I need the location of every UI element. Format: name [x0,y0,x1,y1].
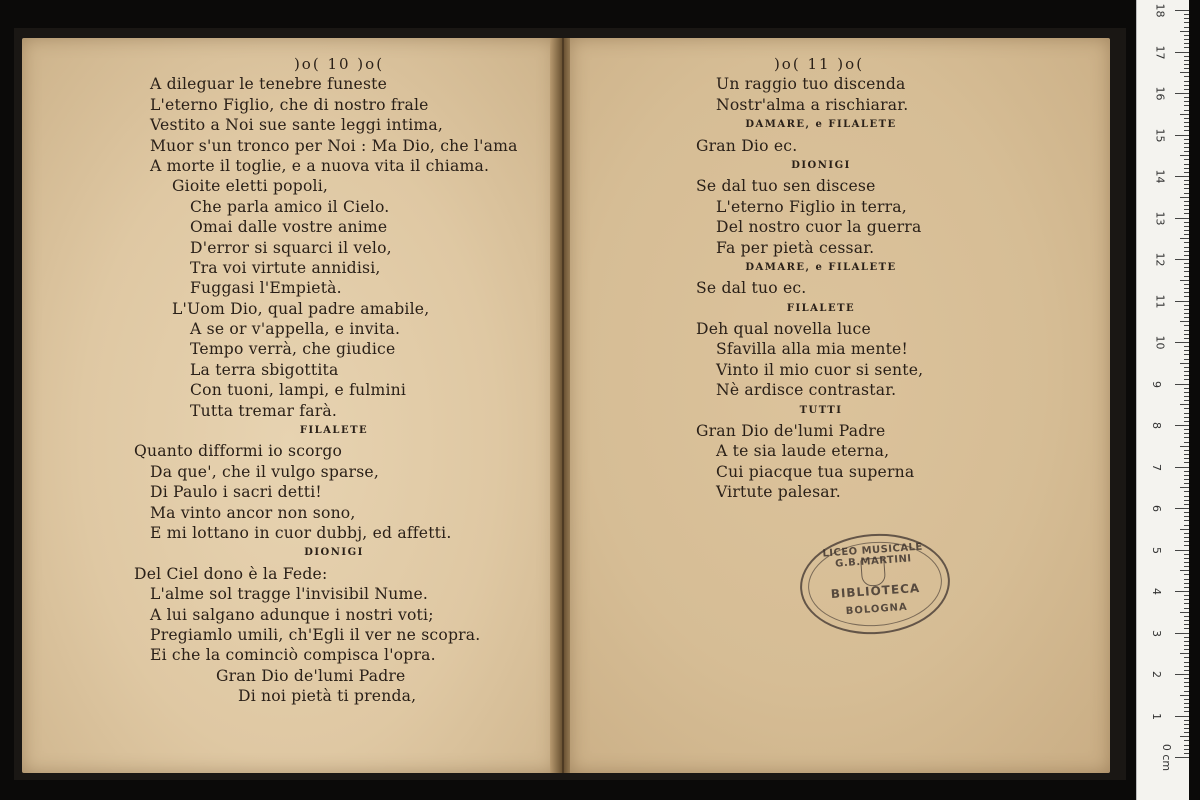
ruler-minor-tick [1184,27,1189,28]
ruler-label: 9 [1150,380,1163,388]
ruler-tick [1175,633,1189,634]
ruler-minor-tick [1184,483,1189,484]
ruler-minor-tick [1180,487,1189,488]
ruler-minor-tick [1184,458,1189,459]
ruler-minor-tick [1184,105,1189,106]
measuring-ruler [1136,0,1189,800]
ruler-minor-tick [1184,554,1189,555]
ruler-minor-tick [1184,537,1189,538]
ruler-minor-tick [1184,367,1189,368]
ruler-minor-tick [1184,645,1189,646]
verse-line: Muor s'un tronco per Noi : Ma Dio, che l'ama [150,136,518,155]
ruler-minor-tick [1184,350,1189,351]
ruler-label: 17 [1153,45,1167,59]
ruler-label: 4 [1150,588,1163,595]
ruler-minor-tick [1184,624,1189,625]
ruler-minor-tick [1180,31,1189,32]
ruler-label: 10 [1153,335,1167,350]
verse-line: E mi lottano in cuor dubbj, ed affetti. [150,523,452,542]
ruler-minor-tick [1184,209,1189,210]
ruler-minor-tick [1184,649,1189,650]
ruler-minor-tick [1184,222,1189,223]
ruler-tick [1175,425,1189,426]
ruler-minor-tick [1184,442,1189,443]
ruler-minor-tick [1184,213,1189,214]
verse-line: L'Uom Dio, qual padre amabile, [172,299,430,318]
ruler-minor-tick [1184,413,1189,414]
ruler-minor-tick [1184,574,1189,575]
ruler-minor-tick [1184,271,1189,272]
ruler-minor-tick [1180,197,1189,198]
verse-line: Omai dalle vostre anime [190,218,388,237]
ruler-tick [1175,176,1189,177]
ruler-minor-tick [1184,437,1189,438]
ruler-minor-tick [1184,267,1189,268]
verse-line: A lui salgano adunque i nostri voti; [150,605,434,624]
ruler-minor-tick [1184,180,1189,181]
ruler-minor-tick [1184,740,1189,741]
ruler-minor-tick [1184,89,1189,90]
ruler-minor-tick [1184,749,1189,750]
ruler-label: 6 [1150,505,1163,512]
verse-line: Tra voi virtute annidisi, [190,258,381,277]
ruler-tick [1175,135,1189,136]
ruler-minor-tick [1184,101,1189,102]
verse-line: A se or v'appella, e invita. [190,320,401,339]
ruler-minor-tick [1184,205,1189,206]
ruler-tick [1175,10,1189,11]
ruler-minor-tick [1184,620,1189,621]
verse-line: Fa per pietà cessar. [716,238,875,257]
ruler-minor-tick [1184,81,1189,82]
ruler-minor-tick [1180,72,1189,73]
ruler-minor-tick [1184,545,1189,546]
ruler-minor-tick [1184,628,1189,629]
ruler-minor-tick [1184,39,1189,40]
ruler-minor-tick [1184,641,1189,642]
ruler-minor-tick [1184,533,1189,534]
ruler-minor-tick [1184,711,1189,712]
speaker-name: DAMARE, e FILALETE [745,261,897,273]
ruler-minor-tick [1184,56,1189,57]
ruler-minor-tick [1180,653,1189,654]
ruler-minor-tick [1184,226,1189,227]
ruler-minor-tick [1184,637,1189,638]
ruler-minor-tick [1184,512,1189,513]
verse-line: Se dal tuo ec. [696,279,807,298]
verse-line: A te sia laude eterna, [716,442,890,461]
ruler-minor-tick [1184,583,1189,584]
ruler-minor-tick [1184,188,1189,189]
verse-line: La terra sbigottita [190,360,339,379]
stamp-top-text: LICEO MUSICALE G.B.MARTINI [822,541,924,570]
ruler-minor-tick [1184,168,1189,169]
ruler-minor-tick [1184,491,1189,492]
ruler-minor-tick [1184,686,1189,687]
verse-line: Che parla amico il Cielo. [190,197,390,216]
ruler-tick [1175,218,1189,219]
ruler-minor-tick [1180,114,1189,115]
ruler-minor-tick [1184,284,1189,285]
verse-line: Ei che la cominciò compisca l'opra. [150,646,436,665]
ruler-minor-tick [1184,579,1189,580]
verse-line: L'eterno Figlio in terra, [716,197,907,216]
ruler-minor-tick [1184,707,1189,708]
ruler-minor-tick [1184,417,1189,418]
ruler-minor-tick [1184,396,1189,397]
left-page-text [134,54,534,707]
ruler-minor-tick [1180,280,1189,281]
verse-line: Un raggio tuo discenda [716,75,906,94]
verse-line: Deh qual novella luce [696,320,871,339]
ruler-minor-tick [1184,720,1189,721]
ruler-minor-tick [1184,408,1189,409]
ruler-minor-tick [1184,359,1189,360]
speaker-name: DAMARE, e FILALETE [745,119,897,131]
ruler-tick [1175,591,1189,592]
verse-line: Tempo verrà, che giudice [190,340,396,359]
ruler-label: 7 [1150,463,1163,471]
ruler-minor-tick [1184,724,1189,725]
ruler-minor-tick [1184,471,1189,472]
ruler-minor-tick [1184,753,1189,754]
verse-line: Nè ardisce contrastar. [716,381,897,400]
ruler-minor-tick [1184,566,1189,567]
verse-line: D'error si squarci il velo, [190,238,392,257]
left-page-header: )o( 10 )o( [293,55,385,73]
ruler-minor-tick [1184,462,1189,463]
ruler-minor-tick [1184,388,1189,389]
ruler-minor-tick [1184,325,1189,326]
ruler-minor-tick [1184,346,1189,347]
ruler-minor-tick [1180,695,1189,696]
ruler-minor-tick [1180,446,1189,447]
ruler-label: 12 [1153,252,1167,267]
ruler-minor-tick [1184,558,1189,559]
speaker-name: DIONIGI [304,547,364,559]
verse-line: A morte il toglie, e a nuova vita il chiama. [150,156,490,175]
ruler-label: 15 [1153,128,1167,142]
ruler-minor-tick [1184,47,1189,48]
ruler-label: 13 [1153,211,1167,225]
ruler-minor-tick [1184,126,1189,127]
ruler-minor-tick [1184,421,1189,422]
right-page-text [696,54,1096,503]
ruler-minor-tick [1184,670,1189,671]
ruler-tick [1175,342,1189,343]
verse-line: Nostr'alma a rischiarar. [716,95,909,114]
ruler-minor-tick [1184,97,1189,98]
verse-line: Del Ciel dono è la Fede: [134,564,328,583]
ruler-minor-tick [1184,130,1189,131]
ruler-minor-tick [1180,612,1189,613]
ruler-minor-tick [1184,562,1189,563]
verse-line: Sfavilla alla mia mente! [716,340,908,359]
ruler-minor-tick [1184,682,1189,683]
ruler-minor-tick [1184,379,1189,380]
ruler-minor-tick [1184,276,1189,277]
ruler-minor-tick [1184,172,1189,173]
ruler-minor-tick [1184,354,1189,355]
speaker-name: TUTTI [799,404,843,416]
ruler-label: 11 [1153,294,1167,308]
verse-line: Pregiamlo umili, ch'Egli il ver ne scopra. [150,625,481,644]
ruler-minor-tick [1184,541,1189,542]
verse-line: Gran Dio ec. [696,136,798,155]
ruler-label: 16 [1153,86,1167,101]
ruler-minor-tick [1180,404,1189,405]
speaker-name: DIONIGI [791,159,851,171]
ruler-minor-tick [1184,296,1189,297]
ruler-label: 8 [1150,422,1163,429]
ruler-minor-tick [1184,263,1189,264]
ruler-minor-tick [1184,504,1189,505]
right-page-lines [696,74,1096,502]
ruler-minor-tick [1184,433,1189,434]
ruler-tick [1175,508,1189,509]
ruler-minor-tick [1184,288,1189,289]
ruler-tick [1175,674,1189,675]
ruler-minor-tick [1184,525,1189,526]
ruler-minor-tick [1184,603,1189,604]
verse-line: Gioite eletti popoli, [172,177,329,196]
ruler-minor-tick [1184,375,1189,376]
verse-line: Da que', che il vulgo sparse, [150,462,379,481]
verse-line: Vinto il mio cuor si sente, [716,360,924,379]
ruler-minor-tick [1184,616,1189,617]
ruler-minor-tick [1184,110,1189,111]
verse-line: Gran Dio de'lumi Padre [696,422,886,441]
ruler-minor-tick [1184,60,1189,61]
ruler-minor-tick [1184,334,1189,335]
ruler-minor-tick [1180,736,1189,737]
ruler-tick [1175,757,1189,758]
ruler-minor-tick [1184,496,1189,497]
ruler-minor-tick [1184,599,1189,600]
ruler-minor-tick [1184,392,1189,393]
ruler-label: 5 [1150,546,1163,554]
ruler-minor-tick [1184,292,1189,293]
ruler-tick [1175,301,1189,302]
ruler-minor-tick [1184,68,1189,69]
verse-line: Con tuoni, lampi, e fulmini [190,381,407,400]
verse-line: Del nostro cuor la guerra [716,218,922,237]
ruler-minor-tick [1184,479,1189,480]
ruler-minor-tick [1184,429,1189,430]
ruler-minor-tick [1184,118,1189,119]
left-page-lines [134,74,534,706]
ruler-minor-tick [1184,313,1189,314]
ruler-minor-tick [1180,570,1189,571]
ruler-minor-tick [1184,35,1189,36]
ruler-minor-tick [1184,22,1189,23]
ruler-minor-tick [1184,234,1189,235]
ruler-minor-tick [1180,321,1189,322]
ruler-minor-tick [1184,76,1189,77]
ruler-label: 14 [1153,169,1167,184]
ruler-minor-tick [1184,317,1189,318]
ruler-minor-tick [1184,147,1189,148]
ruler-minor-tick [1184,666,1189,667]
ruler-minor-tick [1184,699,1189,700]
ruler-minor-tick [1184,371,1189,372]
verse-line: A dileguar le tenebre funeste [150,75,388,94]
ruler-label: 1 [1150,712,1163,720]
ruler-minor-tick [1184,330,1189,331]
ruler-minor-tick [1184,520,1189,521]
ruler-minor-tick [1184,703,1189,704]
ruler-minor-tick [1180,238,1189,239]
ruler-minor-tick [1184,500,1189,501]
ruler-tick [1175,259,1189,260]
ruler-tick [1175,384,1189,385]
stamp-middle-text: BIBLIOTECA [830,580,921,602]
verse-line: Cui piacque tua superna [716,462,915,481]
ruler-label: 3 [1150,629,1163,637]
ruler-minor-tick [1184,85,1189,86]
ruler-minor-tick [1184,164,1189,165]
verse-line: Se dal tuo sen discese [696,177,876,196]
ruler-minor-tick [1184,247,1189,248]
verse-line: Tutta tremar farà. [190,401,338,420]
ruler-minor-tick [1184,184,1189,185]
ruler-minor-tick [1184,454,1189,455]
ruler-minor-tick [1184,159,1189,160]
ruler-minor-tick [1184,139,1189,140]
ruler-label: 2 [1150,671,1163,678]
right-page-header: )o( 11 )o( [773,55,865,73]
ruler-minor-tick [1184,450,1189,451]
verse-line: Di Paulo i sacri detti! [150,483,322,502]
verse-line: Vestito a Noi sue sante leggi intima, [150,116,444,135]
verse-line: L'alme sol tragge l'invisibil Nume. [150,585,429,604]
ruler-tick [1175,716,1189,717]
ruler-minor-tick [1184,64,1189,65]
ruler-minor-tick [1184,587,1189,588]
ruler-minor-tick [1184,338,1189,339]
ruler-minor-tick [1184,251,1189,252]
ruler-minor-tick [1184,151,1189,152]
ruler-minor-tick [1184,745,1189,746]
ruler-minor-tick [1184,732,1189,733]
verse-line: Gran Dio de'lumi Padre [216,666,406,685]
speaker-name: FILALETE [786,302,856,314]
ruler-label: 18 [1153,3,1167,18]
ruler-minor-tick [1184,122,1189,123]
ruler-label: 0 cm [1160,743,1174,772]
ruler-tick [1175,550,1189,551]
verse-line: Ma vinto ancor non sono, [150,503,356,522]
stamp-bottom-text: BOLOGNA [845,601,909,618]
ruler-minor-tick [1184,400,1189,401]
ruler-minor-tick [1184,608,1189,609]
speaker-name: FILALETE [299,425,369,437]
ruler-minor-tick [1184,242,1189,243]
verse-line: Quanto difformi io scorgo [134,442,343,461]
verse-line: Virtute palesar. [716,483,841,502]
verse-line: Fuggasi l'Empietà. [190,279,342,298]
ruler-minor-tick [1184,662,1189,663]
ruler-tick [1175,93,1189,94]
verse-line: Di noi pietà ti prenda, [238,687,417,706]
ruler-minor-tick [1184,18,1189,19]
ruler-minor-tick [1184,657,1189,658]
ruler-minor-tick [1184,201,1189,202]
ruler-minor-tick [1184,516,1189,517]
ruler-minor-tick [1184,595,1189,596]
ruler-tick [1175,52,1189,53]
ruler-minor-tick [1184,230,1189,231]
verse-line: L'eterno Figlio, che di nostro frale [150,95,429,114]
ruler-minor-tick [1180,363,1189,364]
ruler-minor-tick [1184,43,1189,44]
ruler-minor-tick [1184,678,1189,679]
ruler-minor-tick [1184,309,1189,310]
ruler-minor-tick [1184,143,1189,144]
ruler-minor-tick [1184,728,1189,729]
ruler-minor-tick [1184,193,1189,194]
ruler-minor-tick [1180,529,1189,530]
ruler-minor-tick [1184,14,1189,15]
ruler-minor-tick [1184,475,1189,476]
ruler-tick [1175,467,1189,468]
ruler-minor-tick [1180,155,1189,156]
ruler-minor-tick [1184,255,1189,256]
ruler-minor-tick [1184,691,1189,692]
ruler-minor-tick [1184,305,1189,306]
